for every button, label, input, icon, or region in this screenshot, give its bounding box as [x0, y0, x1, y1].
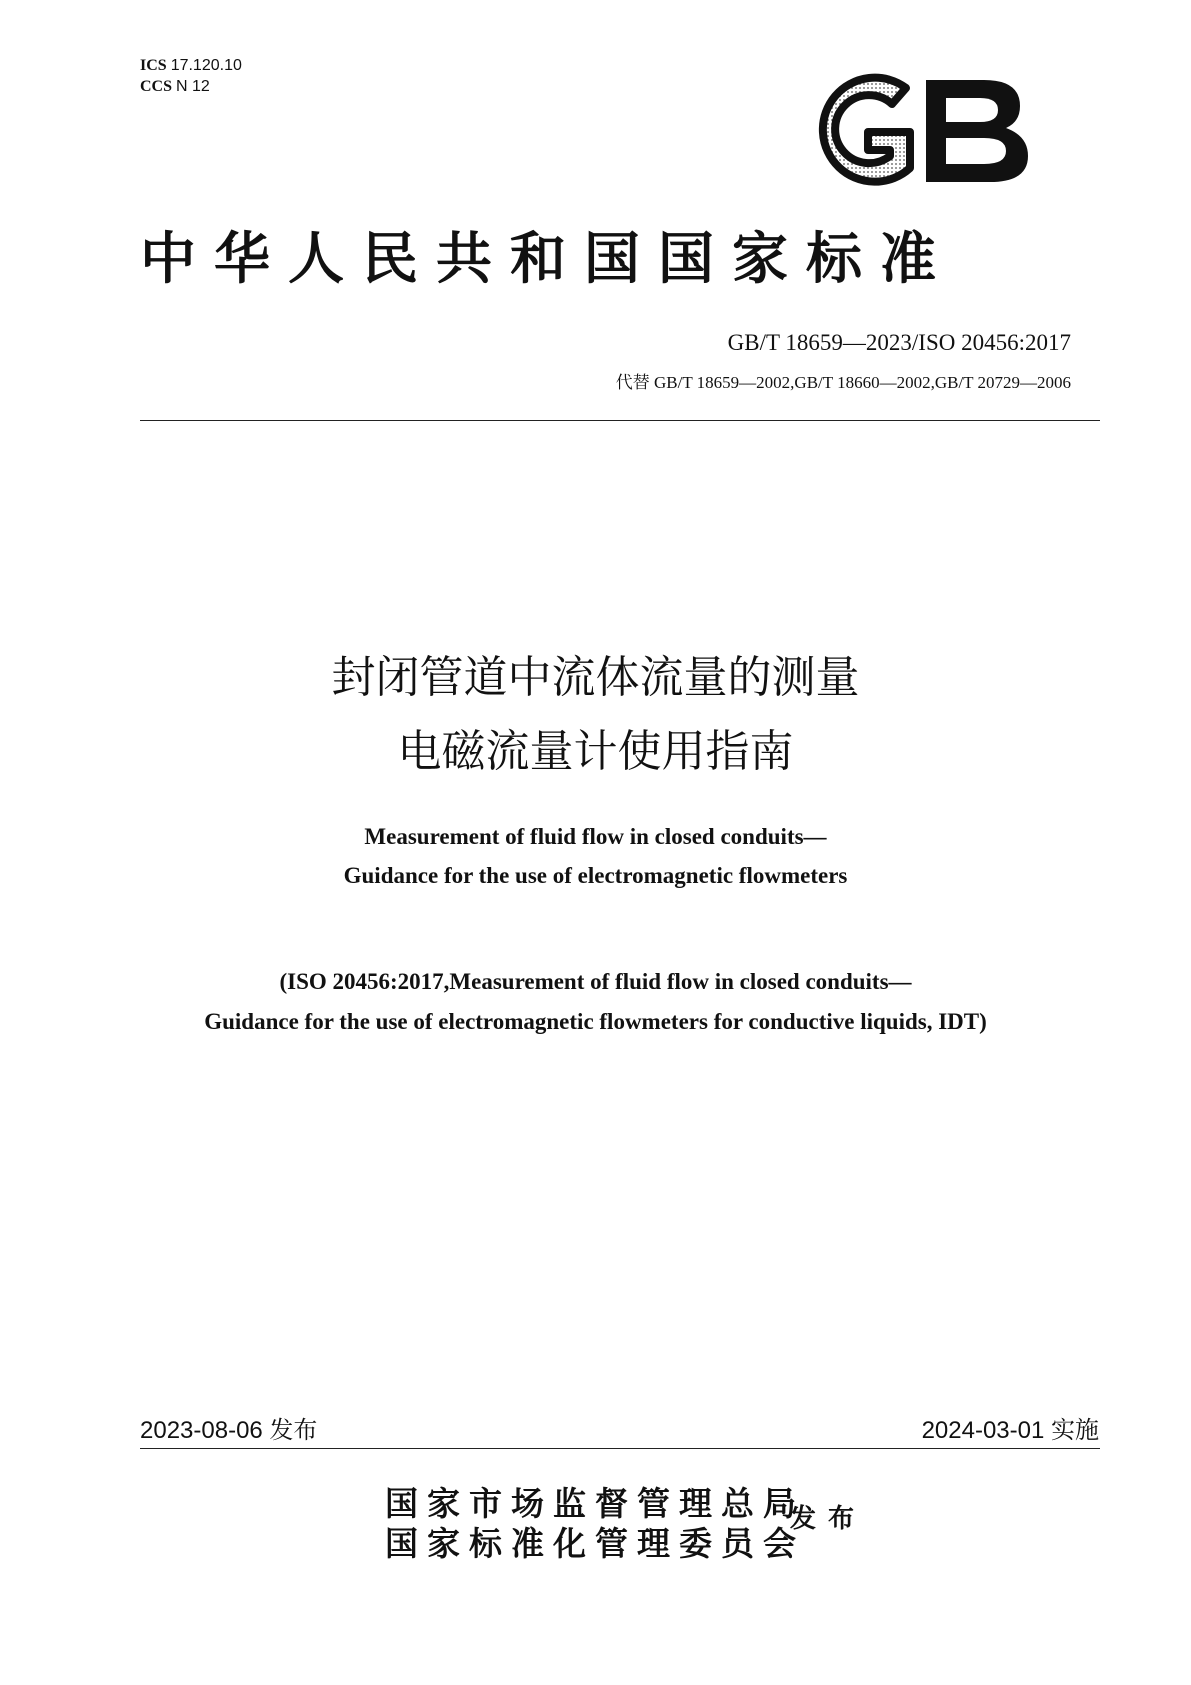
english-title-line-1: Measurement of fluid flow in closed conduits—	[364, 824, 827, 849]
header-divider	[140, 420, 1100, 421]
ccs-label: CCS	[140, 78, 173, 95]
ccs-code	[140, 76, 242, 97]
issuer-sac: 国家标准化管理委员会	[385, 1527, 805, 1563]
ccs-value: N 12	[176, 78, 210, 95]
chinese-title-line-2: 电磁流量计使用指南	[397, 727, 794, 776]
implementation-date: 2024-03-01 实施	[921, 1417, 1099, 1444]
replaces-standards: 代替 GB/T 18659—2002,GB/T 18660—2002,GB/T 20729—2006	[615, 373, 1071, 392]
standard-number: GB/T 18659—2023/ISO 20456:2017	[727, 330, 1071, 355]
national-standard-heading: 中华人民共和国国家标准	[140, 229, 954, 291]
iso-reference-line-2: Guidance for the use of electromagnetic flowmeters for conductive liquids, IDT)	[204, 1009, 987, 1034]
chinese-title-line-1: 封闭管道中流体流量的测量	[331, 653, 860, 702]
issuer-samr: 国家市场监督管理总局	[385, 1487, 805, 1523]
footer-divider	[140, 1448, 1100, 1449]
ics-label: ICS	[140, 57, 167, 74]
issue-date: 2023-08-06 发布	[140, 1417, 318, 1444]
classification-codes	[140, 55, 242, 97]
ics-code	[140, 55, 242, 76]
iso-reference-line-1: (ISO 20456:2017,Measurement of fluid flow in closed conduits—	[279, 969, 912, 994]
english-title-line-2: Guidance for the use of electromagnetic flowmeters	[343, 863, 848, 888]
gb-logo	[806, 70, 1032, 190]
publish-label: 发布	[790, 1504, 867, 1533]
ics-value: 17.120.10	[170, 57, 242, 74]
